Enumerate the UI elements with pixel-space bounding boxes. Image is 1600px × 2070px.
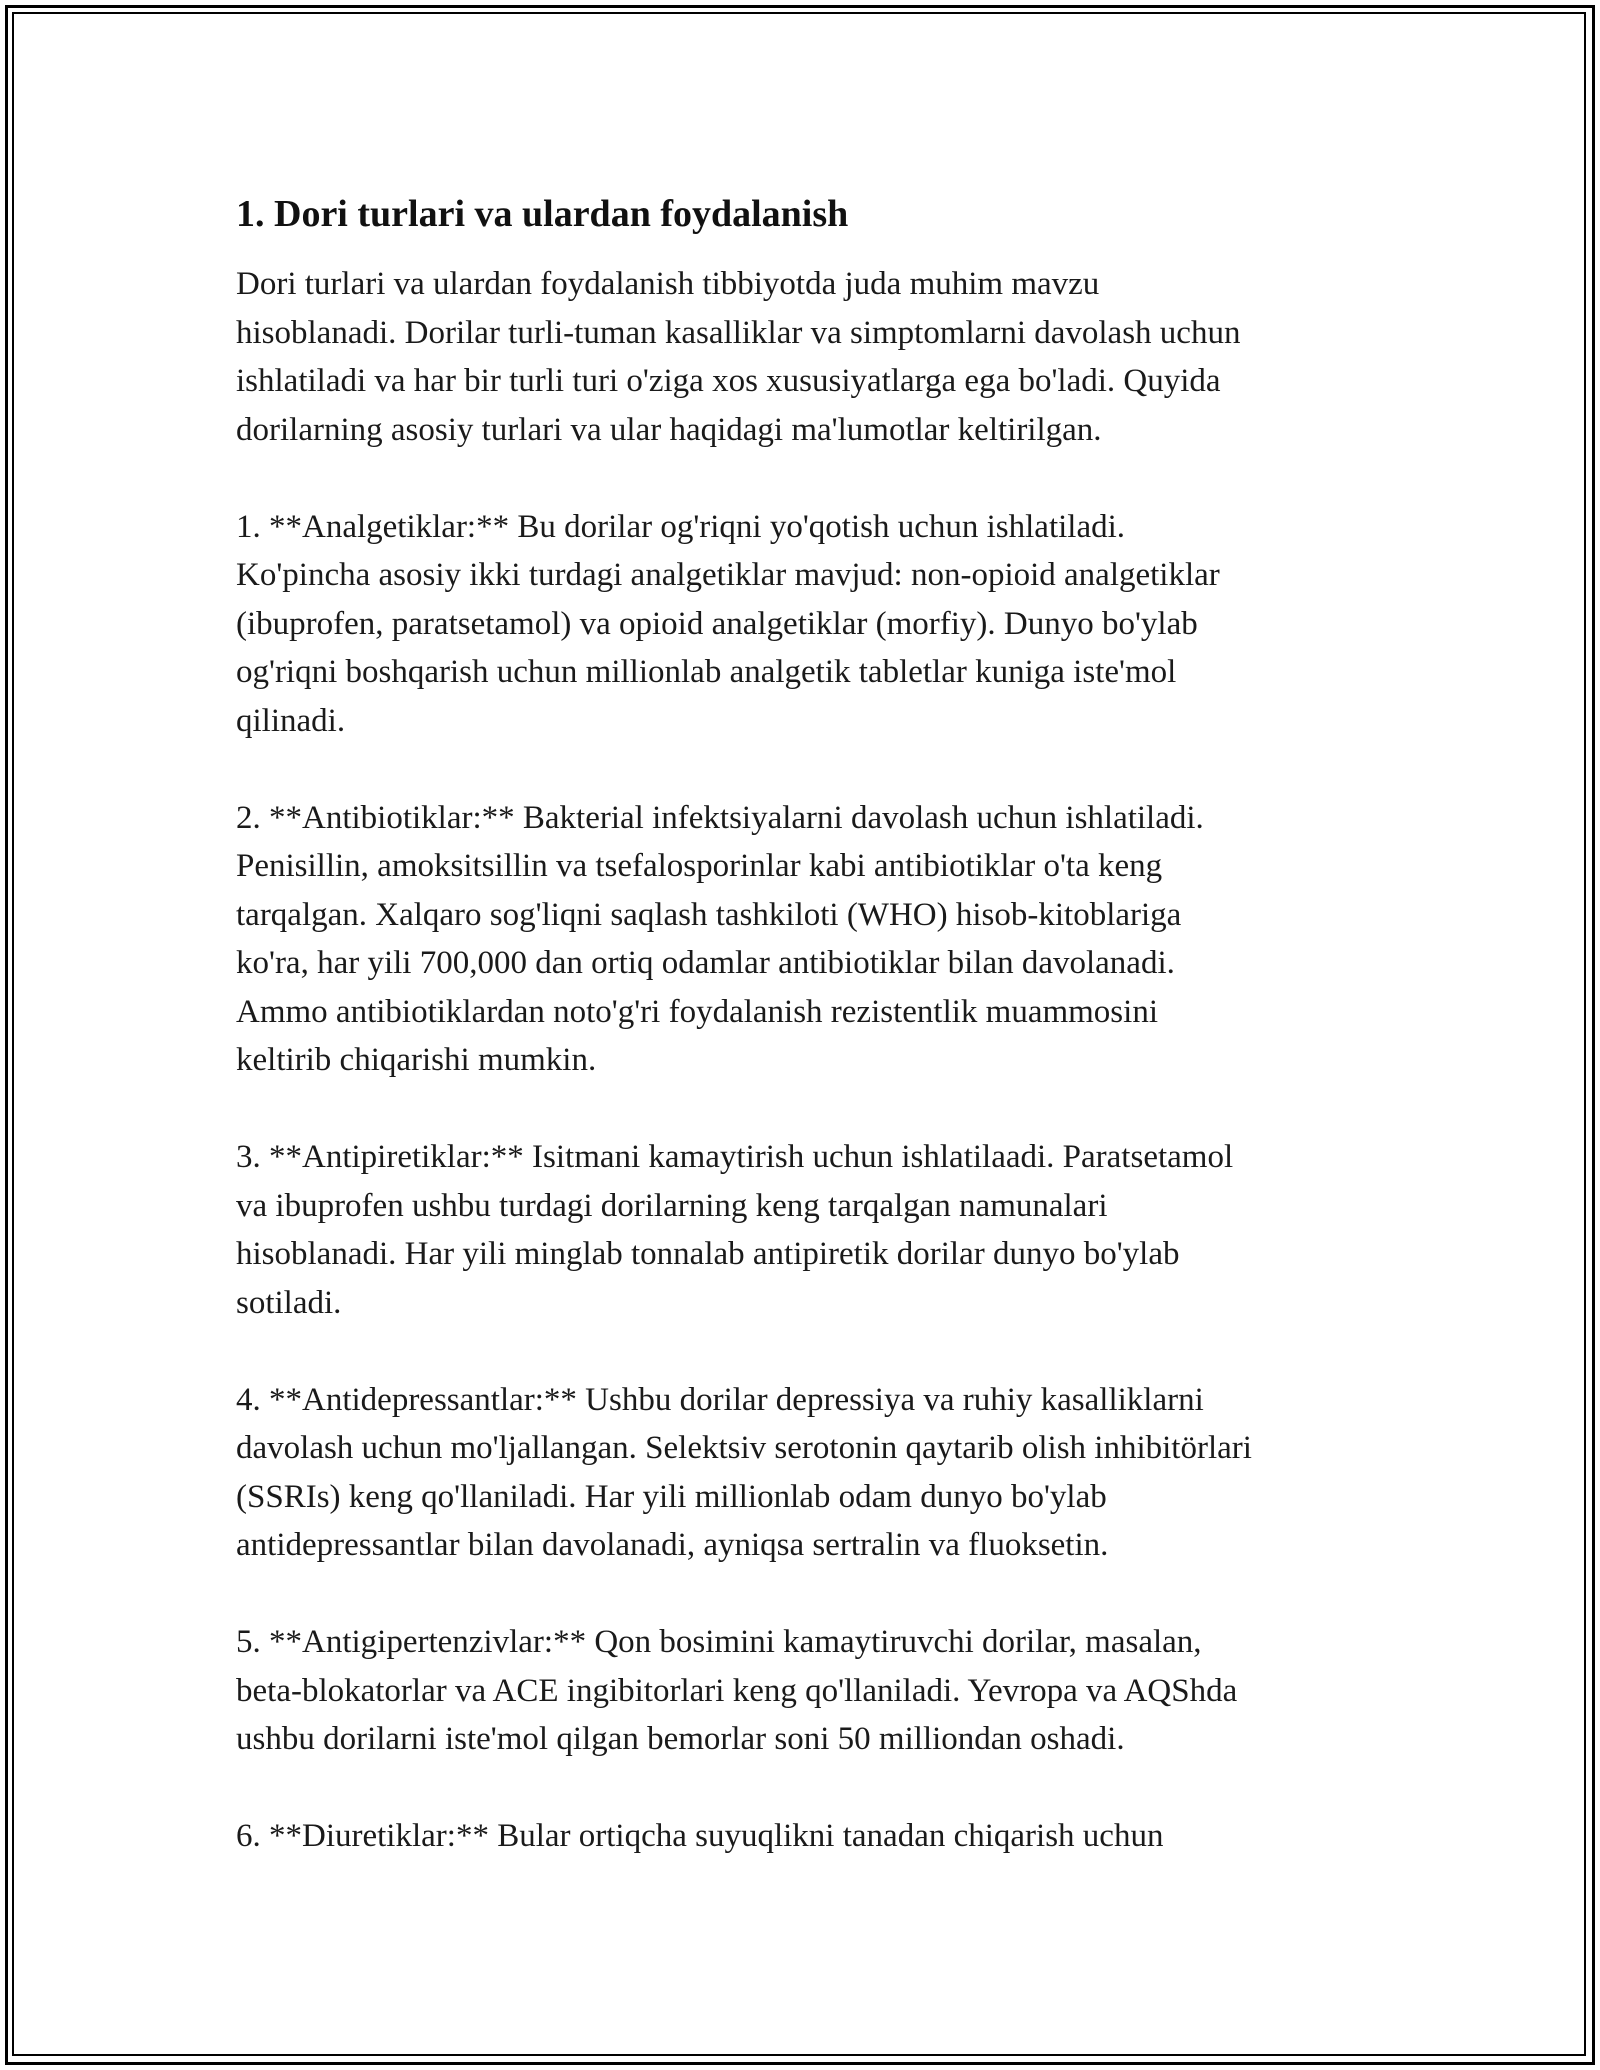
section-heading: 1. Dori turlari va ulardan foydalanish <box>236 193 849 235</box>
paragraph-antidepressantlar: 4. **Antidepressantlar:** Ushbu dorilar depressiya va ruhiy kasalliklarni davolash uchun mo'ljallangan. Selektsiv serotonin qaytarib olish inhibitörlari (SSRIs) keng qo'llaniladi. Har yili millionlab odam dunyo bo'ylab antidepressantlar bilan davolanadi, ayniqsa sertralin va fluoksetin. <box>236 1381 1252 1563</box>
paragraph-antigipertenzivlar: 5. **Antigipertenzivlar:** Qon bosimini kamaytiruvchi dorilar, masalan, beta-blokatorlar va ACE ingibitorlari keng qo'llaniladi. Yevropa va AQShda ushbu dorilarni iste'mol qilgan bemorlar soni 50 milliondan oshadi. <box>236 1624 1238 1757</box>
document-body <box>236 186 1386 1909</box>
paragraph-antipiretiklar: 3. **Antipiretiklar:** Isitmani kamaytirish uchun ishlatilaadi. Paratsetamol va ibuprofen ushbu turdagi dorilarning keng tarqalgan namunalari hisoblanadi. Har yili minglab tonnalab antipiretik dorilar dunyo bo'ylab sotiladi. <box>236 1139 1234 1321</box>
paragraph-antibiotiklar: 2. **Antibiotiklar:** Bakterial infektsiyalarni davolash uchun ishlatiladi. Penisillin, amoksitsillin va tsefalosporinlar kabi antibiotiklar o'ta keng tarqalgan. Xalqaro sog'liqni saqlash tashkiloti (WHO) hisob-kitoblariga ko'ra, har yili 700,000 dan ortiq odamlar antibiotiklar bilan davolanadi. Ammo antibiotiklardan noto'g'ri foydalanish rezistentlik muammosini keltirib chiqarishi mumkin. <box>236 799 1204 1078</box>
paragraph-diuretiklar: 6. **Diuretiklar:** Bular ortiqcha suyuqlikni tanadan chiqarish uchun <box>236 1818 1164 1854</box>
intro-paragraph: Dori turlari va ulardan foydalanish tibbiyotda juda muhim mavzu hisoblanadi. Dorilar turli-tuman kasalliklar va simptomlarni davolash uchun ishlatiladi va har bir turli turi o'ziga xos xususiyatlarga ega bo'ladi. Quyida dorilarning asosiy turlari va ular haqidagi ma'lumotlar keltirilgan. <box>236 266 1241 448</box>
paragraph-analgetiklar: 1. **Analgetiklar:** Bu dorilar og'riqni yo'qotish uchun ishlatiladi. Ko'pincha asosiy ikki turdagi analgetiklar mavjud: non-opioid analgetiklar (ibuprofen, paratsetamol) va opioid analgetiklar (morfiy). Dunyo bo'ylab og'riqni boshqarish uchun millionlab analgetik tabletlar kuniga iste'mol qilinadi. <box>236 508 1220 739</box>
